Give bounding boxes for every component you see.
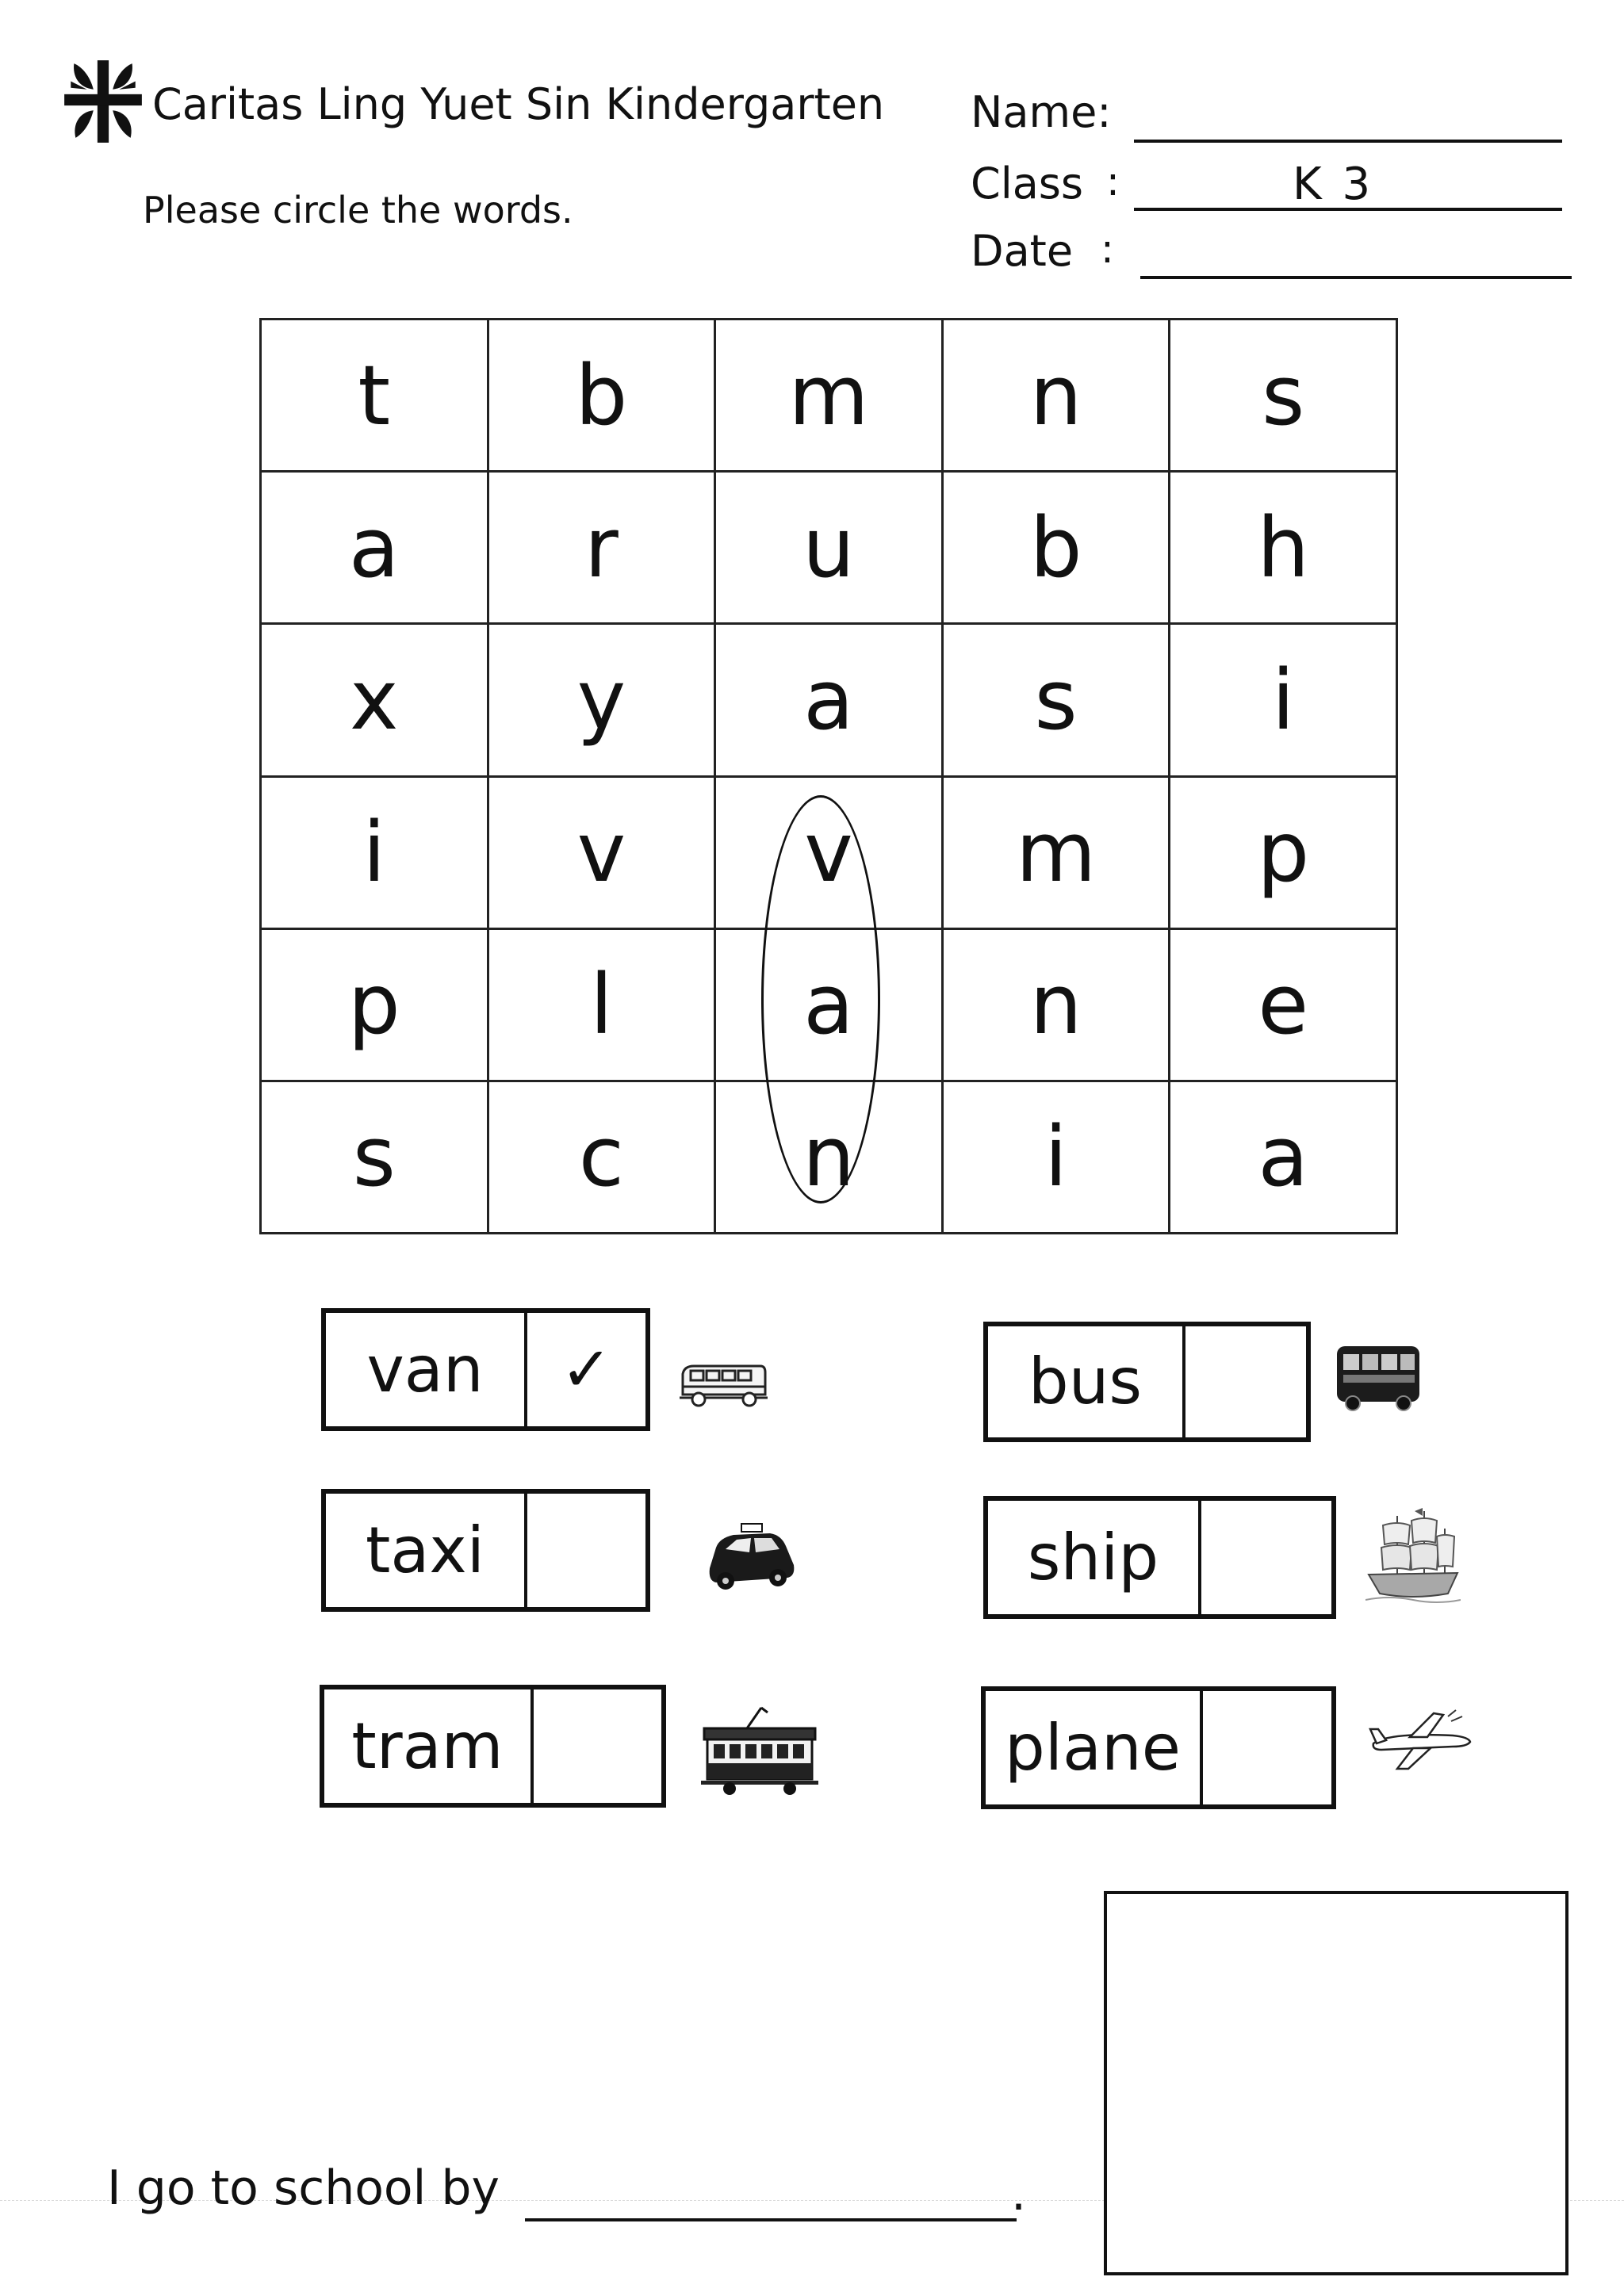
word-box-plane xyxy=(981,1686,1336,1809)
sentence-period: . xyxy=(1011,2166,1027,2221)
school-name: Caritas Ling Yuet Sin Kindergarten xyxy=(152,79,885,129)
class-field[interactable] xyxy=(1134,208,1562,211)
date-separator: : xyxy=(1101,226,1114,272)
class-separator: : xyxy=(1106,159,1120,205)
grid-cell-r5-c4[interactable]: n xyxy=(944,930,1171,1082)
grid-cell-r3-c4[interactable]: s xyxy=(944,625,1171,777)
grid-cell-r4-c4[interactable]: m xyxy=(944,778,1171,930)
word-label-taxi: taxi xyxy=(326,1494,527,1607)
name-label: Name: xyxy=(971,87,1112,137)
sentence-prompt: I go to school by xyxy=(107,2160,500,2216)
plane-icon xyxy=(1365,1709,1473,1772)
grid-cell-r3-c3[interactable]: a xyxy=(716,625,944,777)
grid-cell-r4-c5[interactable]: p xyxy=(1170,778,1398,930)
grid-cell-r6-c2[interactable]: c xyxy=(489,1082,717,1234)
grid-cell-r5-c2[interactable]: l xyxy=(489,930,717,1082)
word-label-ship: ship xyxy=(988,1501,1201,1614)
checkbox-ship[interactable] xyxy=(1201,1501,1331,1614)
grid-cell-r2-c5[interactable]: h xyxy=(1170,473,1398,625)
name-field[interactable] xyxy=(1134,140,1562,143)
grid-cell-r6-c3[interactable]: n xyxy=(716,1082,944,1234)
checkbox-tram[interactable] xyxy=(534,1689,661,1803)
checkbox-bus[interactable] xyxy=(1185,1326,1306,1437)
grid-cell-r2-c3[interactable]: u xyxy=(716,473,944,625)
checkbox-plane[interactable] xyxy=(1203,1691,1331,1804)
letter-grid xyxy=(259,318,1398,1234)
ship-icon xyxy=(1365,1505,1461,1608)
grid-cell-r5-c1[interactable]: p xyxy=(262,930,489,1082)
grid-cell-r5-c5[interactable]: e xyxy=(1170,930,1398,1082)
grid-cell-r1-c4[interactable]: n xyxy=(944,320,1171,473)
word-label-tram: tram xyxy=(324,1689,534,1803)
word-box-van xyxy=(321,1308,650,1431)
word-box-bus xyxy=(983,1322,1311,1442)
caritas-cross-logo-icon xyxy=(62,57,144,146)
grid-cell-r5-c3[interactable]: a xyxy=(716,930,944,1082)
class-value: K 3 xyxy=(1293,159,1374,210)
word-box-ship xyxy=(983,1496,1336,1619)
grid-cell-r3-c5[interactable]: i xyxy=(1170,625,1398,777)
checkbox-taxi[interactable] xyxy=(527,1494,645,1607)
word-label-plane: plane xyxy=(986,1691,1203,1804)
grid-cell-r4-c2[interactable]: v xyxy=(489,778,717,930)
grid-cell-r6-c5[interactable]: a xyxy=(1170,1082,1398,1234)
date-field[interactable] xyxy=(1140,276,1572,279)
grid-cell-r1-c2[interactable]: b xyxy=(489,320,717,473)
bus-icon xyxy=(1332,1340,1423,1413)
grid-cell-r2-c4[interactable]: b xyxy=(944,473,1171,625)
taxi-icon xyxy=(702,1521,801,1594)
grid-cell-r4-c1[interactable]: i xyxy=(262,778,489,930)
grid-cell-r1-c1[interactable]: t xyxy=(262,320,489,473)
van-icon xyxy=(678,1360,769,1409)
word-label-bus: bus xyxy=(988,1326,1185,1437)
checkbox-van[interactable]: ✓ xyxy=(560,1334,613,1406)
tram-icon xyxy=(698,1705,821,1800)
grid-cell-r1-c3[interactable]: m xyxy=(716,320,944,473)
drawing-box[interactable] xyxy=(1104,1891,1568,2275)
grid-cell-r3-c2[interactable]: y xyxy=(489,625,717,777)
word-box-tram xyxy=(320,1685,666,1808)
grid-cell-r6-c4[interactable]: i xyxy=(944,1082,1171,1234)
grid-cell-r6-c1[interactable]: s xyxy=(262,1082,489,1234)
word-label-van: van xyxy=(326,1313,527,1426)
word-box-taxi xyxy=(321,1489,650,1612)
answer-blank[interactable] xyxy=(525,2218,1017,2221)
date-label: Date xyxy=(971,226,1074,276)
grid-cell-r2-c2[interactable]: r xyxy=(489,473,717,625)
grid-cell-r2-c1[interactable]: a xyxy=(262,473,489,625)
class-label: Class xyxy=(971,159,1084,209)
grid-cell-r4-c3[interactable]: v xyxy=(716,778,944,930)
instruction-text: Please circle the words. xyxy=(143,189,573,232)
grid-cell-r1-c5[interactable]: s xyxy=(1170,320,1398,473)
grid-cell-r3-c1[interactable]: x xyxy=(262,625,489,777)
